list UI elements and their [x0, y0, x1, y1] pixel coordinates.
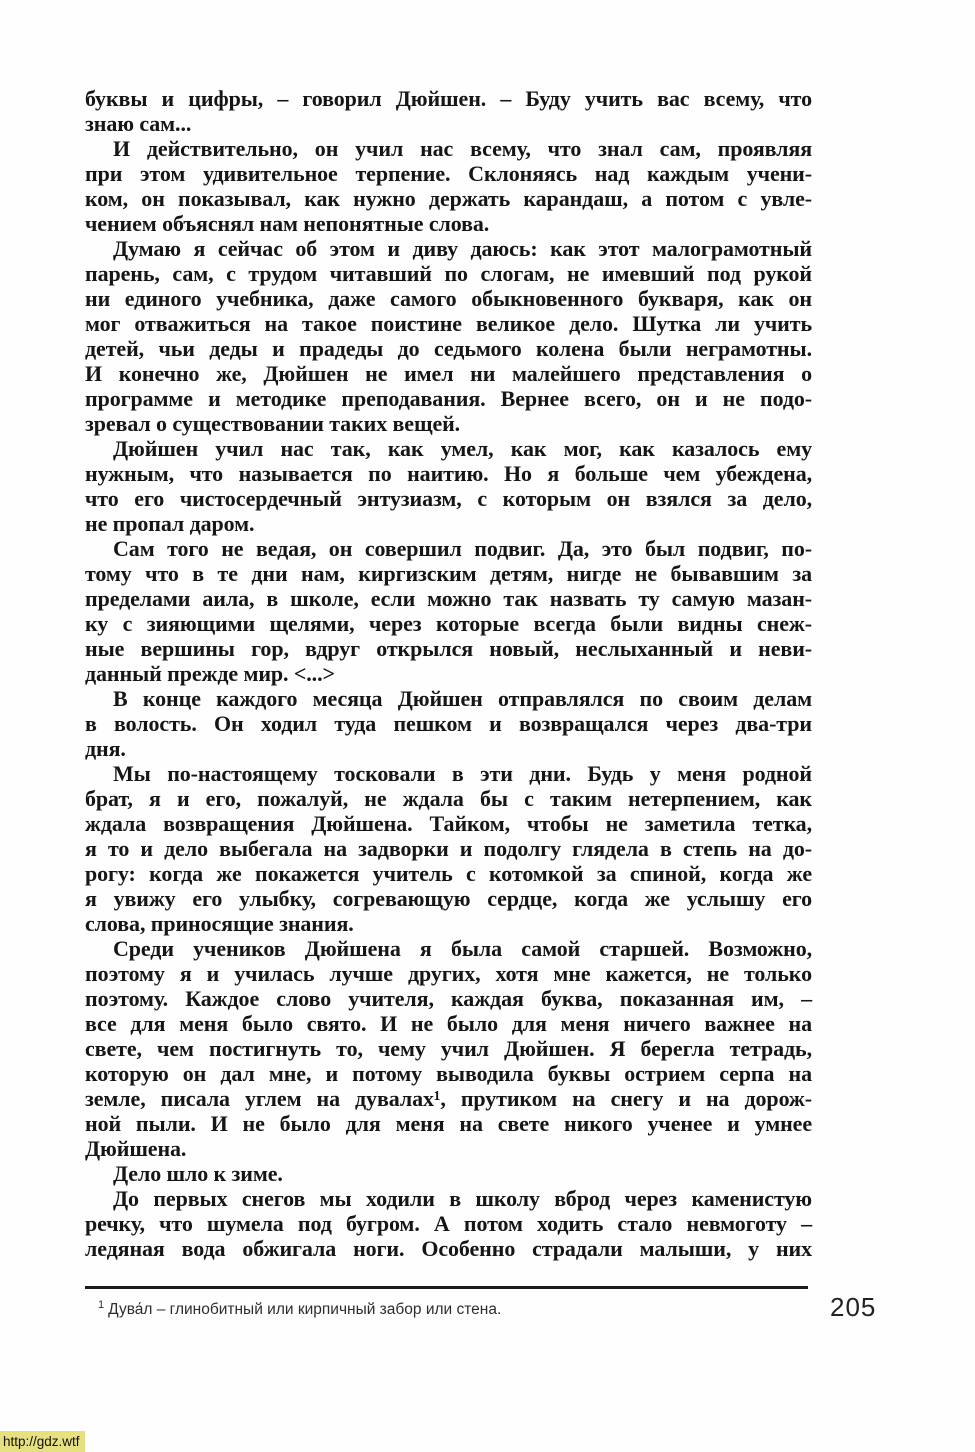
text-line: Дюйшен учил нас так, как умел, как мог, как казалось ему [113, 436, 812, 461]
text-line: поэтому я и училась лучше других, хотя мне кажется, не только [85, 961, 812, 986]
text-line: зревал о существовании таких вещей. [85, 411, 461, 436]
paragraph [85, 536, 812, 686]
text-line: ждала возвращения Дюйшена. Тайком, чтобы не заметила тетка, [85, 811, 812, 836]
text-line: детей, чьи деды и прадеды до седьмого колена были неграмотны. [85, 336, 812, 361]
text-line: в волость. Он ходил туда пешком и возвращался через два-три [85, 711, 812, 736]
text-line: ной пыли. И не было для меня на свете никого ученее и умнее [85, 1111, 812, 1136]
text-line: дня. [85, 736, 126, 761]
text-line: пределами аила, в школе, если можно так назвать ту самую мазан- [85, 586, 812, 611]
text-line: буквы и цифры, – говорил Дюйшен. – Буду учить вас всему, что [85, 86, 812, 111]
text-line: которую он дал мне, и потому выводила буквы острием серпа на [85, 1061, 812, 1086]
text-line: данный прежде мир. <...> [85, 661, 335, 686]
paragraph [85, 436, 812, 536]
footnote-marker: 1 [98, 1299, 105, 1311]
paragraph [85, 1186, 812, 1261]
text-line: свете, чем постигнуть то, чему учил Дюйшен. Я берегла тетрадь, [85, 1036, 812, 1061]
text-line: Среди учеников Дюйшена я была самой старшей. Возможно, [113, 936, 812, 961]
text-line: И конечно же, Дюйшен не имел ни малейшего представления о [85, 361, 812, 386]
text-line: Дело шло к зиме. [113, 1161, 283, 1186]
text-line: слова, приносящие знания. [85, 911, 354, 936]
text-line: И действительно, он учил нас всему, что знал сам, проявляя [113, 136, 812, 161]
text-line: тому что в те дни нам, киргизским детям, нигде не бывавшим за [85, 561, 812, 586]
text-line: В конце каждого месяца Дюйшен отправлялся по своим делам [113, 686, 812, 711]
watermark-url: http://gdz.wtf [0, 1431, 85, 1452]
text-line: мог отважиться на такое поистине великое дело. Шутка ли учить [85, 311, 812, 336]
text-line: Сам того не ведая, он совершил подвиг. Да, это был подвиг, по- [113, 536, 812, 561]
text-line: рогу: когда же покажется учитель с котомкой за спиной, когда же [85, 861, 812, 886]
paragraph [85, 761, 812, 936]
text-line: все для меня было свято. И не было для меня ничего важнее на [85, 1011, 812, 1036]
text-line: чением объяснял нам непонятные слова. [85, 211, 490, 236]
text-line: До первых снегов мы ходили в школу вброд через каменистую [113, 1186, 812, 1211]
text-line: программе и методике преподавания. Вернее всего, он и не подо- [85, 386, 812, 411]
text-block [85, 86, 812, 1261]
page-number: 205 [830, 1292, 877, 1322]
paragraph [85, 1161, 812, 1186]
text-line: брат, я и его, пожалуй, не ждала бы с таким нетерпением, как [85, 786, 812, 811]
text-line: при этом удивительное терпение. Склоняясь над каждым учени- [85, 161, 812, 186]
text-line: ни единого учебника, даже самого обыкновенного букваря, как он [85, 286, 812, 311]
paragraph [85, 936, 812, 1161]
paragraph [85, 236, 812, 436]
text-line: земле, писала углем на дувалах¹, прутиком на снегу и на дорож- [85, 1086, 812, 1111]
text-line: Дюйшена. [85, 1136, 187, 1161]
text-line: я то и дело выбегала на задворки и подолгу глядела в степь на до- [85, 836, 812, 861]
text-line: ные вершины гор, вдруг открылся новый, неслыханный и неви- [85, 636, 812, 661]
text-line: парень, сам, с трудом читавший по слогам, не имевший под рукой [85, 261, 812, 286]
text-line: ку с зияющими щелями, через которые всегда были видны снеж- [85, 611, 812, 636]
footnote-divider [85, 1286, 808, 1289]
text-line: речку, что шумела под бугром. А потом ходить стало невмоготу – [85, 1211, 812, 1236]
text-line: я увижу его улыбку, согревающую сердце, когда же услышу его [85, 886, 812, 911]
paragraph [85, 86, 812, 136]
text-line: что его чистосердечный энтузиазм, с которым он взялся за дело, [85, 486, 812, 511]
paragraph [85, 686, 812, 761]
text-line: ледяная вода обжигала ноги. Особенно страдали малыши, у них [85, 1236, 812, 1261]
footnote-text: Дува́л – глинобитный или кирпичный забор или стена. [108, 1301, 502, 1319]
paragraph [85, 136, 812, 236]
footnote [98, 1295, 748, 1320]
text-line: не пропал даром. [85, 511, 255, 536]
text-line: Думаю я сейчас об этом и диву даюсь: как этот малограмотный [113, 236, 812, 261]
text-line: нужным, что называется по наитию. Но я больше чем убеждена, [85, 461, 812, 486]
text-line: знаю сам... [85, 111, 192, 136]
text-line: Мы по-настоящему тосковали в эти дни. Будь у меня родной [113, 761, 812, 786]
text-line: ком, он показывал, как нужно держать карандаш, а потом с увле- [85, 186, 812, 211]
text-line: поэтому. Каждое слово учителя, каждая буква, показанная им, – [85, 986, 812, 1011]
